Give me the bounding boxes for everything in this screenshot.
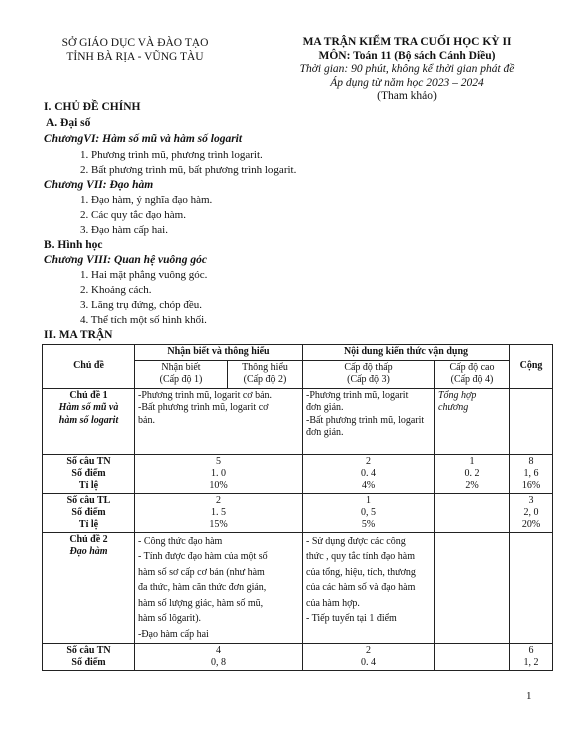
label-so-cau-tn: Số câu TN: [66, 455, 111, 467]
ch8-item: 4. Thể tích một số hình khối.: [80, 314, 207, 326]
topic2-nb-line: hàm số lôgarit).: [138, 613, 202, 624]
level3-header: [303, 360, 435, 388]
topic2-cell: [43, 532, 135, 644]
topic2-low-cell: [303, 532, 435, 644]
t1-tl-nb: [135, 493, 303, 532]
t2-tn-nb: [135, 644, 303, 671]
tl-labels: [43, 493, 135, 532]
topic2-high-cell: [435, 532, 510, 644]
topic2-low-line: của hàm hợp.: [306, 597, 360, 609]
topic-header: Chủ đề: [43, 345, 135, 389]
summary-value: 16%: [521, 479, 541, 491]
level2-code: (Cấp độ 2): [243, 374, 287, 385]
topic2-nb-line: hàm số lượng giác, hàm số mũ,: [138, 597, 264, 609]
header-right: [262, 36, 552, 104]
ch6-item: 1. Phương trình mũ, phương trình logarit.: [80, 149, 263, 161]
t1-tn-high: [435, 454, 510, 493]
topic1-high-line: Tổng hợp: [438, 389, 477, 401]
t1-tn-low: [303, 454, 435, 493]
t2-tn-high: [435, 644, 510, 671]
level3-label: Cấp độ thấp: [344, 361, 393, 373]
summary-value: 2: [366, 455, 371, 467]
summary-value: 4%: [361, 479, 376, 491]
summary-value: 0, 8: [211, 657, 226, 668]
topic1-tn-summary: [43, 454, 553, 493]
topic1-sub: Hàm số mũ và: [58, 402, 119, 413]
topic2-nb-cell: [135, 532, 303, 644]
summary-value: 2, 0: [523, 506, 539, 518]
topic1-cell: [43, 388, 135, 454]
level2-label: Thông hiểu: [242, 361, 288, 373]
summary-value: 2%: [465, 479, 479, 491]
vd-header: Nội dung kiến thức vận dụng: [303, 345, 510, 361]
topic2-sub: Đạo hàm: [69, 546, 108, 557]
summary-value: 5: [216, 455, 221, 467]
part-b-title: B. Hình học: [44, 239, 103, 251]
topic2-total-cell: [510, 532, 553, 644]
topic2-row: [43, 532, 553, 644]
summary-value: 0. 4: [361, 657, 376, 668]
topic1-sub: hàm số logarit: [58, 414, 119, 426]
topic1-name: Chủ đề 1: [69, 389, 108, 401]
header-row: [43, 345, 553, 361]
doc-subject: MÔN: Toán 11 (Bộ sách Cánh Diều): [318, 49, 496, 62]
label-ti-le: Tỉ lệ: [78, 479, 99, 491]
topic2-name: Chủ đề 2: [69, 533, 108, 545]
total-header: Cộng: [510, 345, 553, 389]
ch6-item: 2. Bất phương trình mũ, bất phương trình logarit.: [80, 164, 297, 176]
ch8-item: 3. Lăng trụ đứng, chóp đều.: [80, 299, 203, 311]
topic1-high-cell: [435, 388, 510, 454]
t1-tn-nb: [135, 454, 303, 493]
t1-tl-total: [510, 493, 553, 532]
ch7-item: 1. Đạo hàm, ý nghĩa đạo hàm.: [80, 194, 213, 206]
label-so-cau-tn: Số câu TN: [66, 645, 111, 656]
summary-value: 1. 5: [211, 506, 226, 518]
summary-value: 2: [216, 494, 221, 506]
chapter8-title: Chương VIII: Quan hệ vuông góc: [44, 254, 207, 266]
level4-code: (Cấp độ 4): [450, 374, 494, 385]
summary-value: 15%: [209, 518, 228, 530]
doc-ref: (Tham khảo): [377, 90, 437, 102]
topic2-nb-line: hàm số sơ cấp cơ bản (như hàm: [138, 566, 265, 578]
t1-tl-high: [435, 493, 510, 532]
t1-tl-low: [303, 493, 435, 532]
part-a-title: A. Đại số: [46, 117, 91, 129]
province-name: TỈNH BÀ RỊA - VŨNG TÀU: [66, 51, 204, 63]
level4-header: [435, 360, 510, 388]
topic1-row: [43, 388, 553, 454]
level3-code: (Cấp độ 3): [347, 374, 390, 385]
level1-label: Nhận biết: [161, 361, 201, 373]
summary-value: 1: [469, 455, 475, 467]
topic2-tn-summary: [43, 644, 553, 671]
summary-value: 4: [216, 645, 221, 656]
summary-value: 0. 4: [361, 467, 376, 479]
section1-title: I. CHỦ ĐỀ CHÍNH: [44, 101, 141, 113]
level4-label: Cấp độ cao: [449, 361, 495, 373]
nb-header: Nhận biết và thông hiểu: [135, 345, 303, 361]
topic2-nb-line: - Tính được đạo hàm của một số: [138, 551, 268, 562]
matrix-table: [42, 344, 553, 671]
t1-tn-total: [510, 454, 553, 493]
summary-value: 0, 5: [361, 506, 376, 518]
ch8-item: 2. Khoảng cách.: [80, 284, 152, 296]
level1-code: (Cấp độ 1): [159, 374, 203, 385]
topic2-low-line: - Tiếp tuyến tại 1 điểm: [306, 613, 397, 624]
topic1-total-cell: [510, 388, 553, 454]
section2-title: II. MA TRẬN: [44, 329, 113, 341]
topic2-low-line: - Sử dụng được các công: [306, 535, 406, 547]
label-ti-le: Tỉ lệ: [78, 518, 99, 530]
label-so-cau-tl: Số câu TL: [66, 494, 111, 506]
summary-value: 10%: [209, 479, 228, 491]
tn-labels: [43, 454, 135, 493]
doc-year: Áp dụng từ năm học 2023 – 2024: [330, 76, 484, 89]
topic2-low-line: của các hàm số và đạo hàm: [306, 582, 416, 593]
doc-title: MA TRẬN KIỂM TRA CUỐI HỌC KỲ II: [302, 36, 512, 48]
summary-value: 20%: [521, 518, 541, 530]
summary-value: 1, 2: [523, 657, 539, 668]
topic2-nb-line: - Công thức đạo hàm: [138, 535, 223, 547]
label-so-diem: Số điểm: [71, 657, 106, 668]
page-number: 1: [526, 690, 532, 702]
topic1-low-line: đơn giản.: [306, 402, 344, 413]
chapter7-title: Chương VII: Đạo hàm: [44, 179, 154, 191]
doc-time: Thời gian: 90 phút, không kể thời gian phát đề: [299, 63, 515, 75]
topic1-low-line: đơn giản.: [306, 427, 344, 438]
topic2-nb-line: -Đạo hàm cấp hai: [138, 628, 209, 640]
summary-value: 6: [528, 645, 534, 656]
level2-header: [228, 360, 303, 388]
topic1-nb-line: -Bất phương trình mũ, logarit cơ: [138, 402, 269, 413]
topic2-low-line: thức , quy tắc tính đạo hàm: [306, 551, 416, 562]
header-left: [40, 36, 230, 64]
t2-tn-labels: [43, 644, 135, 671]
topic1-nb-cell: [135, 388, 303, 454]
topic1-low-line: -Phương trình mũ, logarit: [306, 389, 409, 401]
label-so-diem: Số điểm: [71, 506, 106, 518]
topic2-nb-line: đa thức, hàm căn thức đơn giản,: [138, 582, 267, 593]
topic1-nb-line: bản.: [138, 414, 155, 426]
level1-header: [135, 360, 228, 388]
topic2-low-line: của tổng, hiệu, tích, thương: [306, 566, 416, 578]
summary-value: 5%: [361, 518, 376, 530]
topic1-low-line: -Bất phương trình mũ, logarit: [306, 414, 425, 426]
summary-value: 2: [366, 645, 371, 656]
topic1-low-cell: [303, 388, 435, 454]
summary-value: 1: [366, 494, 371, 506]
t2-tn-low: [303, 644, 435, 671]
ch8-item: 1. Hai mặt phẳng vuông góc.: [80, 269, 208, 281]
chapter6-title: ChươngVI: Hàm số mũ và hàm số logarit: [44, 133, 243, 145]
ch7-item: 3. Đạo hàm cấp hai.: [80, 224, 168, 236]
dept-name: SỞ GIÁO DỤC VÀ ĐÀO TẠO: [61, 37, 209, 49]
topic1-nb-line: -Phương trình mũ, logarit cơ bản.: [138, 389, 273, 401]
summary-value: 0. 2: [464, 467, 480, 479]
topic1-high-line: chương: [438, 402, 469, 413]
summary-value: 1. 0: [211, 467, 226, 479]
label-so-diem: Số điểm: [71, 467, 106, 479]
summary-value: 8: [528, 455, 534, 467]
t2-tn-total: [510, 644, 553, 671]
summary-value: 3: [528, 494, 534, 506]
summary-value: 1, 6: [523, 467, 539, 479]
ch7-item: 2. Các quy tắc đạo hàm.: [80, 209, 186, 221]
topic1-tl-summary: [43, 493, 553, 532]
